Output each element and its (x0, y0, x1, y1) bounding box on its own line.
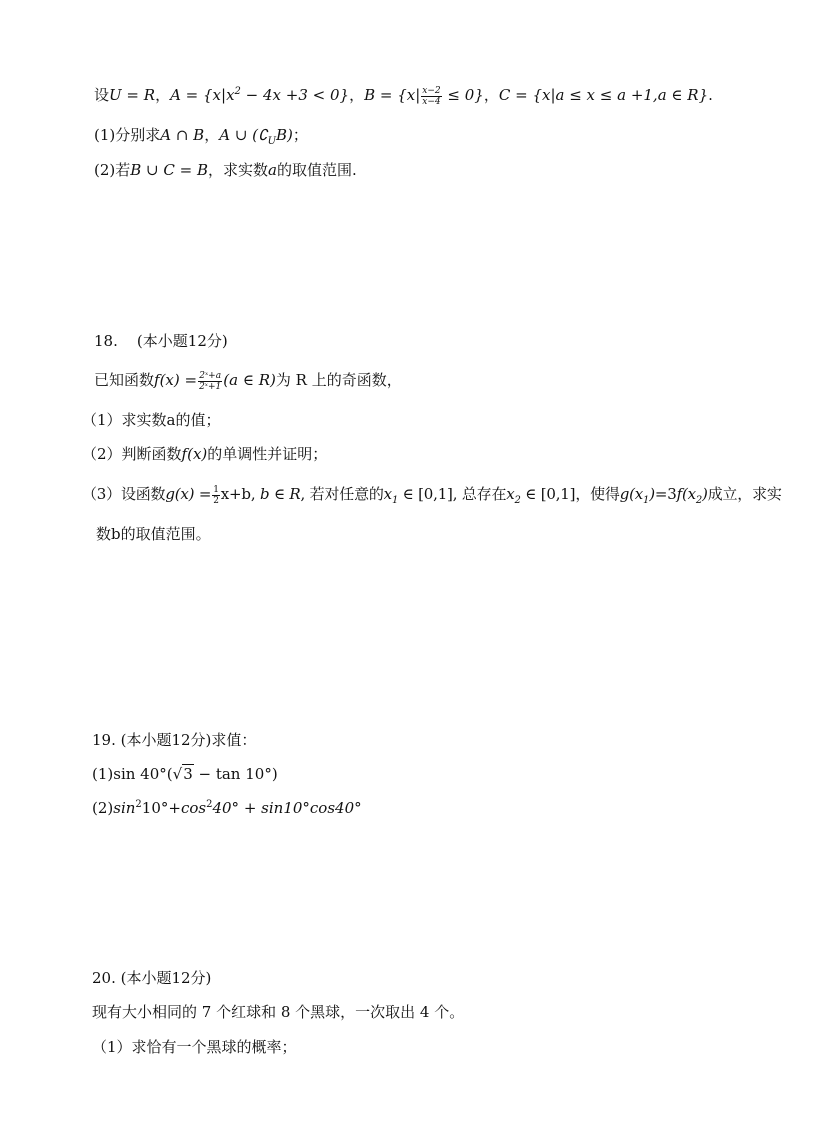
text: ∈ [0,1] (398, 485, 453, 503)
q18-sub1: （1）求实数a的值； (82, 411, 221, 429)
q18-sub3 (82, 483, 782, 506)
numerator: 2ˣ+a (199, 370, 222, 381)
math-c-set: C = {x|a ≤ x ≤ a +1,a ∈ R} (498, 86, 709, 104)
q19-sub2 (92, 797, 362, 819)
math: b ∈ R (259, 485, 301, 503)
q18-sub2 (82, 443, 327, 465)
math-b-set (364, 85, 484, 107)
math: ) (702, 485, 708, 503)
math: x (506, 485, 515, 503)
math: sin (113, 799, 136, 817)
math: cos (180, 799, 207, 817)
text: (2) (92, 799, 114, 817)
q18-sub3-cont: 数b的取值范围。 (96, 525, 211, 543)
math: B) (276, 126, 293, 144)
text: （3）设函数 (82, 485, 166, 503)
fraction (421, 86, 441, 107)
exponent: 2 (206, 799, 213, 810)
denominator: 2 (213, 495, 219, 506)
math: a (268, 161, 277, 179)
subscript: 2 (514, 495, 521, 506)
q20-stem: 现有大小相同的 7 个红球和 8 个黑球，一次取出 4 个。 (92, 1003, 465, 1021)
text: x+b, (220, 485, 256, 503)
q18-stem (94, 369, 402, 392)
math (676, 485, 708, 506)
numerator: 1 (213, 484, 219, 495)
q17-stem (94, 84, 713, 107)
text: ，使得 (575, 485, 620, 503)
text: =3 (654, 485, 677, 503)
math: A = {x|x (170, 86, 235, 104)
radical-sign: √ (172, 765, 183, 783)
text: （2）判断函数 (82, 445, 182, 463)
text: 的取值范围. (276, 161, 357, 179)
sqrt (173, 763, 194, 785)
denominator: x−4 (422, 96, 441, 107)
q20-header: 20. (本小题12分) (92, 969, 212, 987)
math: A ∪ (∁ (219, 126, 268, 144)
math (219, 126, 293, 147)
math: f(x) = (154, 371, 198, 389)
math: ) (649, 485, 655, 503)
text: 为 R 上的奇函数， (275, 371, 402, 389)
math: A ∩ B (160, 126, 205, 144)
math: ≤ 0} (442, 86, 484, 104)
text: 的单调性并证明； (207, 445, 328, 463)
text: ， (483, 86, 499, 104)
math: (a ∈ R) (223, 371, 276, 389)
math (506, 485, 521, 506)
text: 设 (94, 86, 110, 104)
math: sin 40°( (113, 765, 173, 783)
text: . (708, 86, 713, 104)
math: 40° + sin10°cos40° (212, 799, 362, 817)
fraction (212, 485, 220, 506)
text: + (168, 799, 181, 817)
text: ，求实数 (207, 161, 268, 179)
text: ； (292, 126, 308, 144)
math (383, 485, 399, 506)
math: − 4x +3 < 0} (240, 86, 350, 104)
math: − tan 10°) (193, 765, 278, 783)
numerator: x−2 (422, 85, 441, 96)
math: g(x (619, 485, 644, 503)
q17-sub1 (94, 124, 308, 146)
text: (2)若 (94, 161, 131, 179)
q18-header: 18. (本小题12分) (94, 332, 228, 350)
text: ， (155, 86, 171, 104)
q19-sub1 (92, 763, 278, 785)
text: (1)分别求 (94, 126, 161, 144)
math-a-set (170, 86, 349, 104)
math: B = {x| (364, 86, 421, 104)
fraction (198, 371, 222, 392)
subscript: 1 (643, 495, 650, 506)
q17-sub2 (94, 159, 357, 181)
text: , 若对任意的 (300, 485, 384, 503)
radicand: 3 (183, 765, 193, 783)
text: , 总存在 (452, 485, 507, 503)
math: B ∪ C = B (130, 161, 208, 179)
math: f(x (676, 485, 696, 503)
text: ∈ [0,1] (520, 485, 576, 503)
denominator: 2ˣ+1 (199, 381, 222, 392)
q20-sub1: （1）求恰有一个黑球的概率； (92, 1038, 297, 1056)
math: f(x) (181, 445, 208, 463)
math-u: U = R (109, 86, 156, 104)
subscript: 1 (391, 495, 399, 506)
subscript: U (267, 136, 277, 147)
text: 已知函数 (94, 371, 155, 389)
text: ， (204, 126, 220, 144)
text: ， (349, 86, 365, 104)
math: g(x) = (165, 485, 212, 503)
text: (1) (92, 765, 114, 783)
exponent: 2 (135, 799, 142, 810)
q19-header: 19. (本小题12分)求值： (92, 731, 257, 749)
exponent: 2 (234, 86, 241, 97)
math (619, 485, 655, 506)
subscript: 2 (695, 495, 703, 506)
math: 10° (141, 799, 169, 817)
text: 成立，求实 (707, 485, 782, 503)
math: x (383, 485, 392, 503)
